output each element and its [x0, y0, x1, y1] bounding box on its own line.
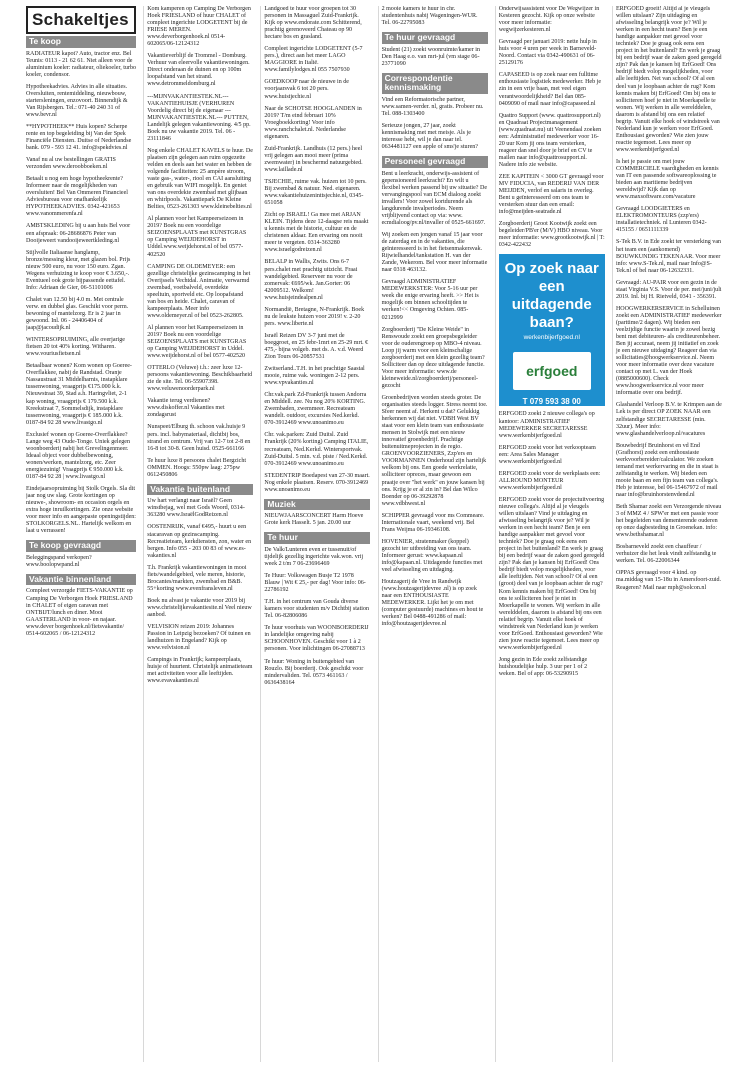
column-1 — [26, 6, 136, 1062]
classified-ad: CAMPING DE OLDEMEYER: een gezellige christelijke gezinscamping in het Overijssels Vechtdal. Animatie, verwarmd zwembad, voetbalveld, overdekte speeltuin, sportveld etc. Op loopafstand van bos en heide. Chalet, caravan of kampeerplaats. Meer info www.oldemeyer.nl of bel 0523-262805. — [147, 263, 251, 319]
category-heading: Muziek — [264, 499, 370, 511]
category-heading: Te koop — [26, 36, 136, 48]
classified-ad: Zicht op ISRAEL! Ga mee met ARJAN KLEIN. Tijdens deze 12-daagse reis maakt u kennis met de historie, cultuur en de christenen aldaar. Een ervaring om nooit meer te vergeten. 0314-363280 www.israelgodreizen.nl — [264, 212, 369, 254]
category-heading: Personeel gevraagd — [382, 156, 488, 168]
classified-ad: Gevraagd ADMINISTRATIEF MEDEWERKSTER: Voor 5-16 uur per week die enige ervaring heeft. >> Het is mogelijk om binnen schooltijden te werken!<< Omgeving Ochten. 085-0212999 — [381, 279, 479, 321]
classified-ad: RADIATEUR kapot? Auto, tractor enz. Bel Teunis: 0113 - 21 62 61. Niet alleen voor de aluminium koeler: radiateur, oliekoeler, turbo koeler, condensor. — [26, 50, 136, 78]
classified-ad: Compleet verzorgde FIETS-VAKANTIE op Camping De Verborgen Hoek FRIESLAND in CHALET of eigen caravan met ONTBIJT/lunch en diner. Mooi GAASTERLAND in voor- en najaar. www.dever borgenhoek.nl/fietsvakantie/ 0514-602065 / 06-12124312 — [26, 588, 133, 637]
category-heading: Te koop gevraagd — [26, 540, 136, 552]
classified-ad: OOSTENRIJK, vanaf €495,- huurt u een stacaravan op gezinscamping. Recreatieteam, kerkdiensten, zon, water en bergen. Info 055 - 203 00 83 of www.es-vakanties.nl — [147, 524, 252, 559]
classified-ad: NIEUWJAARSCONCERT Harm Hoeve Grote kerk Hasselt. 5 jan. 20.00 uur — [264, 513, 364, 527]
column-4 — [378, 6, 488, 1062]
classified-ad: Wij zoeken een jongen vanaf 15 jaar voor de zaterdag en in de vakanties, die geïnteresseerd is in het fietsenmakersvak. Rijwielhandel/tankstation H. van der Zande, Wekerom. Bel voor meer informatie naar 0318 463132. — [381, 231, 488, 274]
classified-ad: Te Huur: Volkswagen Busje T2 1978 Blauw | Wit € 25,- per dag! Voor info: 06-22786192 — [264, 573, 366, 594]
classified-ad: Exclusief wonen op Goeree-Overflakkee? Lange weg 43 Oude-Tonge. Uniek gelegen woonboerderij nabij het Grevelingenmeer. Ideaal object voor dubbelbewoning, wonen/werken, mantelzorg, etc. Zeer energiezuinig! Vraagprijs € 950.000 k.k. 0187-84 92 28 | www.livastgo.nl — [26, 431, 131, 480]
classified-ad: Quattro Support (www. quattrosupport.nl) en Quadraat Projectmanagement (www.quadraat.nu) uit Veenendaal zoeken een: Administratief medewerker voor 16-20 uur Kom jij ons team versterken, reageer dan snel door je brief en CV te mailen naar info@quattrosupport.nl. Nadere info zie website. — [498, 112, 602, 168]
classified-ad: Gevraagd LOODGIETERS en ELEKTROMONTEURS (zzp'ers) installatietechniek. nl Lunteren 0342-415155 / 0651111339 — [615, 206, 707, 234]
classified-ad: Stijlvolle Italiaanse hanglamp, bronze/messing kleur, met glazen bol. Prijs nieuw 500 euro, nu voor 150 euro. Zgan. Wegens verhuizing te koop voor € 3.650,-. Eventueel ook grote bijpassende eettafel. Info: Adriaan de Gier, 06-51101006 — [26, 249, 131, 291]
classified-ad: Houtzagerij de Vree in Randwijk (www.houtzagerijdevree .nl) is op zoek naar een ENTHOUSIASTE MEDEWERKER. Lijkt het je om met (computer gestuurde) machines en hout te werken? Bel 0488-491286 of mail: info@houtzagerijdevree.nl — [381, 579, 484, 628]
classified-ad: Serieuze jongen, 27 jaar, zoekt kennismaking met met meisje. Als je interesse hebt, wil je dan naar tel. 0634481127 een apple of sms'je sturen? — [381, 122, 478, 151]
classified-ad: ERFGOED zoekt voor het verkoopteam een: Area Sales Manager www.werkenbijerfgoed.nl — [498, 444, 596, 465]
classified-ad: Is het je passie om met jouw COMMERCIELE vaardigheden en kennis van IT een passende softwareoplossing te bieden aan maritieme bedrijven wereldwijd? Kijk dan op www.maxsoftware.com/vacature — [615, 158, 719, 201]
classified-ad: Onderwijsassistent voor De Wegwijzer in Kesteren gezocht. Kijk op onze website voor meer informatie: wegwijzerkesteren.nl — [498, 6, 600, 34]
classified-ad: OTTERLO (Veluwe) t.h.: zeer luxe 12-persoons vakantiewoning. Beschikbaarheid zie de site. Tel. 06-55907398. www.veluwenoorderpark.nl — [147, 365, 253, 393]
column-5 — [495, 6, 605, 1062]
classified-ad: STEDENTRIP Boedapest van 27-30 maart. Nog enkele plaatsen. Reserv. 070-3912469 www.unoanimo.eu — [264, 472, 370, 493]
classified-ad: Nunspeet/Elburg th. schoon vak.huisje 9 pers. incl. babymateriaal, dichtbij bos, strand en centrum. Vrij van 12-7 tot 2-8 en 16-8 tot 30-8. Geen huisd. 0525-661166 — [147, 424, 251, 452]
classified-ad: ERFGOED zoekt voor de werkplaats een: ALLROUND MONTEUR www.werkenbijerfgoed.nl — [498, 470, 601, 491]
classified-ad: ERFGOED groeit! Altijd al je vleugels willen uitslaan? Zijn uitdaging en afwisseling belangrijk voor je? Wil je werken in een hecht team? Ben je een handige aanpakker met gevoel voor techniek? Doe je graag ook eens een project in het buitenland? En werk je graag bij een bedrijf waar de zaken goed geregeld zijn? Pak dan je kansen bij ErfGoed! Ons bedrijf biedt volop mogelijkheden, voor alle leeftijden. Net van school? Of al een deel van je loopbaan achter de rug? Kom kennis maken bij ErfGoed! Om bij ons te solliciteren hoef je niet in Moerkapelle te wonen. Wij werken in alle werelddelen, daarom is afstand bij ons een relatief begrip. Vanuit elke hoek of windstreek van Nederland kun je werken voor ErfGoed. Enthousiast geworden? Wie zien jouw reactie tegemoet. Lees meer op www.werkenbijerfgoed.nl — [615, 6, 722, 153]
classified-ad: BELALP in Wallis, Zwits. Ons 6-7 pers.chalet met prachtig uitzicht. Fraai wandelgebied. Reserveer nu voor de zomervak: €695/wk. Jan.Gorter: 06 42009512. Welkom! www.huisjeindealpen.nl — [264, 259, 358, 301]
classified-ad: Jong gezin in Ede zoekt zelfstandige huishoudelijke hulp. 3 uur per 1 of 2 weken. Bel of app: 06-53290915 — [498, 656, 588, 678]
column-2 — [143, 6, 253, 1062]
category-heading: Te huur — [264, 532, 370, 544]
classified-ad: Groenbedrijven worden steeds groter. De organisaties steeds logger. Stress neemt toe. Sfeer neemt af. Herkent u dat? Gelukkig herkennen wij dat niet. VDBH West BV staat voor een klein team van enthousiaste mensen in Stolwijk met een nieuw innovatief groenbedrijf. Prachtige buitenuitmeprojecten in de regio. GROENVOORZIENERS, Zzp'ers en VOORMANNEN Onderhoud zijn hartelijk welkom bij ons. Een goede werkrelatie, solliciteer opreces, maar gewoon een praatje over "het werk" en jouw kansen bij ons. Krijg je er al zin in? Bel dan Wilco Boender op 06-39292878 www.vdbhwest.nl — [381, 394, 488, 507]
classified-ad: Israël Reizen DV 3-7 juni met de boeggroet, en 25 febr-1mrt en 25-29 mrt. € 475,- bijna volgeb. met ds. A. v.d. Weerd Zion Tours 06-20857531 — [264, 332, 369, 361]
classified-ad: Chr. vak.parken: Zuid Duitsl. Zuid Frankrijk (20% korting) Camping ITALIE, recreateam, Ned.Kerkd. Wintersportvak. Zuid-Duitsl. 5 min. v.d. piste / Ned.Kerkd. 070-3912469 www.unoanimo.eu — [264, 432, 369, 467]
classified-ad: Zuid-Frankrijk. Landhuis (12 pers.) heel vrij gelegen aan mooi meer (prima zwemwater) in beschermd natuurgebied. www.laillade.nl — [264, 145, 363, 173]
classified-ad: ---MIJNVAKANTIESTEK.NL--- VAKANTIEHUISJE (VERHUREN Voordelig direct bij de eigenaar ---MIJNVAKANTIESTEK.NL--- PUTTEN, Landelijk gelegen vakantiewoning. 4/5 pp. Boek nu uw vakantie 2019. Tel. 06 - 23111846 — [147, 93, 251, 142]
banner-url: werkenbijerfgoed.nl — [523, 334, 580, 342]
category-heading: Vakantie buitenland — [147, 484, 253, 496]
classified-ad: Chalet van 12.50 bij 4.0 m. Met centrale verw. en dubbel glas. Geschikt voor perm. bewoning of mantelzorg. Er is 2 jaar in gewoond. Inl. 06 - 24406404 of jaap@jacoudijk.nl — [26, 296, 129, 332]
classified-ad: Student (21) zoekt woonruimte/kamer in Den Haag e.o. van mrt-jul (vm stage 06-23771090 — [381, 46, 480, 67]
classified-ad: Campings in Frankrijk; kampeerplaats, huisje of huurtent. Christelijk animatieteam met activiteiten voor alle leeftijden. www.evavakanties.nl — [147, 657, 253, 685]
classified-ad: Zwitserland..T.H. in het prachtige Saastal mooie, ruime vak. woningen 2-12 pers. www.vpvakanties.nl — [264, 366, 365, 387]
classified-ad: Landgoed te huur voor groepen tot 30 personen in Massaguel Zuid-Frankrijk. Kijk op www.endorate.com Schitterend, prachtig gerenoveerd Chateau op 90 hectare bos en grasland. — [264, 6, 362, 41]
classified-ad: Vind een Reformatorische partner, www.samen-verder. nl, gratis. Probeer nu. Tel. 088-1303400 — [381, 96, 484, 117]
classified-ad: Bouwbedrijf Bruinhorst en vd End (Grafhorst) zoekt een enthousiaste werkvoorbereider/calculator. We zoeken iemand met werkervaring en die in staat is zelfstandig te werken. Wij bieden een mooie baan en een fijn team van collega's. Heb je interesse, bel 06-15467972 of mail naar info@bruinhorstenvdend.nl — [615, 442, 719, 498]
classified-ad: ERFGOED zoekt 2 nieuwe collega's op kantoor: ADMINISTRATIEF MEDEWERKER SECRETARESSE www.werkenbijerfgoed.nl — [498, 411, 595, 439]
classified-ad: Beth Shamar zoekt een Verzorgende niveau 3 of MMZ 4 / SPW'er met een passie voor het begeleiden van dementerende ouderen op onze dagbesteding in Groenekan. info: www.bethshamar.nl — [615, 504, 722, 539]
classified-ad: Te huur luxe 8 persoons chalet Bergzicht OMMEN. Hoogs: 550pw laag: 275pw 0612450806 — [147, 457, 247, 478]
classified-ad: Chr.vak.park Zd-Frankrijk tussen Andorra en Middell. zee. Nu nog 20% KORTING. Zwembaden, zwemmeer. Recreateam wandelt. outdoor, excursies Ned.kerkd. 070-3912469 www.unoanimo.eu — [264, 392, 367, 427]
classified-ad: Kom kamperen op Camping De Verborgen Hoek FRIESLAND of huur CHALET of compleet ingerichte LODGETENT bij de FRIESE MEREN. www.deverborgenhoek.nl 0514- 602065/06-12124312 — [147, 6, 251, 48]
classified-ad: Al plannen voor het Kampeerseizoen in 2019? Boek nu een voordelige SEIZOENSPLAATS met KUNSTGRAS op Camping WEIJDEHORST in Uddel. www.weijdehorst.nl of bel 0577-402520 — [147, 324, 247, 360]
classified-ad: Nog enkele CHALET KAVELS te huur. De plaatsen zijn gelegen aan ruim opgezette velden en deels aan het water en hebben de volgende faciliteiten: 25 ampère stroom, vaste gas-, water-, riool en CAI aansluiting en gebruik van WIFI mogelijk. En geniet van ons overdekte zwembad met glijbaan en whirlpools. Vakantiepark De Kleine Belties, 0523-261303 www.kleinebelties.nl — [147, 147, 253, 211]
classified-ad: De Valk/Lunteren even er tussenuit/of tijdelijk gezellig ingerichte vak.won. vrij week 2 t/m 7 06-23696469 — [264, 546, 364, 567]
classified-ad: Normandië, Bretagne, N-Frankrijk. Boek nu de leukste huizen voor 2019! v. 2-20 pers. www.liberte.nl — [264, 306, 365, 327]
classified-ad: Bent u leerkracht, onderwijs-assistent of gepensioneerd leerkracht? En wilt u flexibel werken passend bij uw situatie? De vervangingspool van ECM dialoog zoekt invallers! Voor zowel kortdurende als langdurende invalperiodes. Neem vrijblijvend contact op via: www. ecmdialoog/pv.nl/invaller of 0525-661697. — [381, 170, 488, 226]
column-3 — [260, 6, 370, 1062]
classified-ad: Te huur voorhuis van WOONBOERDERIJ in landelijke omgeving nabij SCHOONHOVEN. Geschikt voor 1 à 2 personen. Voor inlichtingen 06-27088713 — [264, 625, 369, 653]
classified-ad: ERFGOED zoekt voor de projectuitvoering nieuwe collega's. Altijd al je vleugels willen uitslaan? Vind je uitdaging en afwisseling belangrijk voor je? Wil je werken in een hecht team? Ben je een handige aanpakker met gevoel voor techniek? Doe je graag ook eens een project in het buitenland? En werk je graag bij een bedrijf waar de zaken goed geregeld zijn? Pak dan je kansen bij ErfGoed! Ons bedrijf biedt volop mogelijkheden, voor alle leeftijden. Net van school? Of al een (groot) deel van je loopbaan achter de rug? Kom kennis maken bij ErfGoed! Om bij ons te solliciteren hoef je niet in Moerkapelle te wonen. Wij werken in alle werelddelen, daarom is afstand bij ons een relatief begrip. Vanuit elke hoek of windstreek van Nederland kun je werken voor ErfGoed. Enthousiast geworden? Wie zien jouw reactie tegemoet. Lees meer op www.werkenbijerfgoed.nl — [498, 496, 605, 651]
classified-ad: 2 mooie kamers te huur in chr. studentenhuis nabij Wageningen-WUR. Tel. 06-22795083 — [381, 6, 478, 27]
classified-ad: HOOGWERKERSERVICE in Schelluinen zoekt een ADMINISTRATIEF medewerker (parttime/2 dagen). Wij bieden een veelzijdige functie waarin je zowel bezig bent met debiteuren- als crediteurenbeheer. Ben jij accuraat, neem jij initiatief en zoek je een nieuwe uitdaging? Reageer dan via sollicitaties@hoogwerkservice.nl. Neem voor meer informatie over deze vacature contact op met L. van der Hoek (0885000600). Check www.hoogwerkservice.nl voor meer informatie over ons bedrijf. — [615, 305, 722, 397]
classified-ad: Hypotheekadvies. Advies in alle situaties. Oversluiten, rentemiddeling, nieuwbouw, startersleningen, enzovoort. Binnendijk & Van Rijsbergen. Tel.: 071-40 240 31 of www.bevr.nl — [26, 83, 128, 118]
classified-ad: HOVENIER, stratenmaker (koppel) gezocht ter uitbreiding van ons team. Informeer gerust: www.kapaan.nl info@kapaan.nl. Uitdagende functies met veel afwisseling en uitdaging. — [381, 538, 483, 574]
classified-ad: Betaalbaar wonen? Kom wonen op Goeree-Overflakkee, nabij de Randstad. Oranje Nassaustraat 31 Middelharnis, instapklare tussenwoning, vraagprijs €175.000 k.k. Nieuwstraat 39, Stad a.h. Haringvliet, 2-1 kap woning, vraagprijs € 179.500 k.k. Kreekstraat 7, Sommelsdijk, instapklare tussenwoning, vraagprijs € 185.000 k.k. 0187-84 92 28 www.livastgo.nl — [26, 363, 132, 426]
classified-ad: Naar de SCHOTSE HOOGLANDEN in 2019? T/m eind februari 10% Vroegboekkorting! Voor info www.ranchchalet.nl. Nederlandse eigenaren. — [264, 105, 362, 140]
category-heading: Te huur gevraagd — [382, 32, 488, 44]
banner-tel: T 079 593 38 00 — [522, 396, 581, 406]
classified-ad: Gevraagd: AU-PAIR voor een gezin in de staat Virginia V.S. Voor de per. mei/juni/juli 2019. Inl. bij H. Rietveld, 0341 - 356391. — [615, 279, 722, 300]
classified-ad: Vakantieverblijf de Trommel - Domburg. Verhuur van eleervolle vakantiewoningen. Direct onderaan de duinen en op 100m loopafstand van het strand. www.detrommeldomburg.nl — [147, 53, 250, 88]
classified-ad: AMBTSKLEDING bij u aan huis Bel voor een afspraak: 06-28686876 Peter van Dooijeweert vandooijeweertkleding.nl — [26, 223, 131, 244]
classified-ad: TSJECHIE, ruime vak. huizen tot 10 pers. Bij zwembad & natuur. Ned. eigenaren. www.vakantiehuizeninttsjechie.nl, 0345-651058 — [264, 178, 367, 207]
classified-ad: T.H. in het centrum van Gouda diverse kamers voor studenten m/v Dichtbij station Tel. 06-82806086 — [264, 599, 370, 620]
category-heading: Vakantie binnenland — [26, 574, 136, 586]
classified-ad: Vanaf nu al uw bestellingen GRATIS verzonden www.deroobboeken.nl — [26, 157, 116, 171]
category-heading: Correspondentie kennismaking — [382, 73, 488, 94]
classified-ad: T.h. Frankrijk vakantiewoningen in mooi fiets/wandelgebied, vele meren, historie, Brocantes/markten, zwembad en B&B. 55+korting www.evenfransleven.nl — [147, 564, 247, 592]
classified-ad: VELVISION reizen 2019: Johannes Passion in Leipzig bezoeken? Of tuinen en landhuizen in Engeland? Kijk op www.velvision.nl — [147, 624, 251, 652]
classified-ad: Boek nu alvast je vakantie voor 2019 bij www.christelijkevakantiesite.nl Veel nieuw aanbod. — [147, 597, 252, 618]
classifieds-page — [26, 6, 722, 1062]
classified-ad: Eindejaarsopruiming bij Stolk Orgels. Sla dit jaar nog uw slag. Grote kortingen op nieuwe-, showroom- en occasion orgels en extra hoge inruilkortingen. Zie onze website voor meer info en aangepaste openingstijden: STOLKORGELS.NL. Hartelijk welkom en laat u verrassen! — [26, 486, 136, 535]
classified-ad: Betaalt u nog een hoge hypotheekrente? Informeer naar de mogelijkheden van oversluiten! Bel Van Ommeren Financieel Adviesbureau voor onafhankelijk HYPOTHEEKADVIES. 0342-421653 www.vanommerenfa.nl — [26, 176, 128, 218]
classified-ad: GOEDKOOP naar de nieuwe in de voorjaarsvak 6 tot 20 pers. www.huistjechie.nl — [264, 79, 349, 100]
classified-ad: WINTERSOPRUIMING, alle overjarige fietsen 20 tot 40% korting. Witharen. www.vouriusfietsen.nl — [26, 337, 125, 358]
classified-ad: ZEE KAPITEIN < 3000 GT gevraagd voor MV FIDUCIA, van REDERIJ VAN DER MEIJDEN, verlof en salaris in overleg. Bent u geïnteresseerd om ons team te versterken stuur dan een email: info@meijden-seatrade.nl — [498, 173, 604, 216]
column-6 — [612, 6, 722, 1062]
classified-ad: Te huur: Woning in buitengebied van Rouzlo. Bij boerderij. Ook geschikt voor mindervaliden. Tel. 0573 461163 / 0636438164 — [264, 658, 364, 686]
classified-ad: OPPAS gevraagd voor 4 kind. op ma.middag van 15-18u in Amersfoort-zuid. Reageren? Mail naar mph@solcon.nl — [615, 570, 722, 591]
page-title: Schakeltjes — [26, 6, 136, 34]
erfgoed-banner-ad[interactable] — [499, 254, 605, 406]
classified-ad: Zorgboerderij Groot Kootwijk zoekt een begeleider/PB'er (M/V) HBO niveau. Voor meer informatie: www.grootkootwijk.nl | T: 0342-422432 — [498, 221, 605, 249]
classified-ad: Beleggingspand verkopen? www.boolopwpand.nl — [26, 554, 92, 568]
classified-ad: **HYPOTHEEK** Huis kopen? Scherpe rente en top begeleiding bij Van der Spek Financiële Diensten. Duitse of Nederlandse bank. 079 - 593 12 41. info@spekdvies.nl — [26, 123, 132, 152]
classified-ad: Zorgboerderij "De Kleine Weide" in Renswoude zoekt een groepsbegeleider voor de ouderengroep op MBO-4 niveau. Loop jij warm voor een kleinschalige zorgboerderij met een klein gezellig team? Solliciteer dan op deze uitdagende functie. Voor meer informatie: www.de kleineweide.nl/zorgboerderij/personeel-gezocht — [381, 326, 485, 389]
classified-ad: Uw hart verlangt naar Israël? Geen winstbejag, wel met Gods Woord, 0314-363280 www.IsraëlGodReizen.nl — [147, 498, 245, 519]
classified-ad: Al plannen voor het Kampeerseizoen in 2019? Boek nu een voordelige SEIZOENSPLAATS met KUNSTGRAS op Camping WEIJDEHORST in Uddel.www.weijdehorst.nl of bel 0577-402520 — [147, 216, 247, 258]
classified-ad: Glashandel Verloop B.V. te Krimpen aan de Lek is per direct OP ZOEK NAAR een zelfstandige SECRETARESSE (min. 32uur). Meer info: www.glashandelverloop.nl/vacatures — [615, 402, 722, 437]
banner-big: Op zoek naar een uitdagende baan? — [504, 260, 599, 332]
classified-ad: CAPASEED is op zoek naar een fulltime enthousiaste logistiek medewerker. Heb je zin in een vrije baan, met veel eigen verantwoordelijkheid? Bel dan 085-0409090 of mail naar info@capaseed.nl — [498, 72, 602, 107]
classified-ad: SCHIPPER gevraagd voor ms Commeare. Internationale vaart, weekend vrij. Bel Frans Weijma 06-19346108. — [381, 512, 485, 533]
classified-ad: Compleet ingerichte LODGETENT (5-7 pers.), direct aan het meer LAGO MAGGIORE in Italië. www.familylodges.nl 055 7507930 — [264, 46, 363, 74]
classified-ad: Vakantie terug verdienen? www.diskoffer.nl Vakanties met zondagsrust — [147, 398, 225, 419]
classified-ad: Bosbarneveld zoekt een chauffeur / verhuizer die het leuk vindt zelfstandig te werken. Tel. 06-22006344 — [615, 544, 717, 565]
classified-ad: S-Tek B.V. in Ede zoekt ter versterking van het team een (aankomend) BOUWKUNDIG TEKENAAR. Voor meer info: www.S-Tek.nl, mail naar Info@S-Tek.nl of bel naar 06-12632331. — [615, 239, 722, 274]
erfgoed-logo: erfgoed — [513, 352, 591, 390]
classified-ad: Gevraagd per januari 2019: nette hulp in huis voor 4 uren per week in Barneveld-Noord. Contact via 0342-490631 of 06-25129176 — [498, 39, 597, 67]
